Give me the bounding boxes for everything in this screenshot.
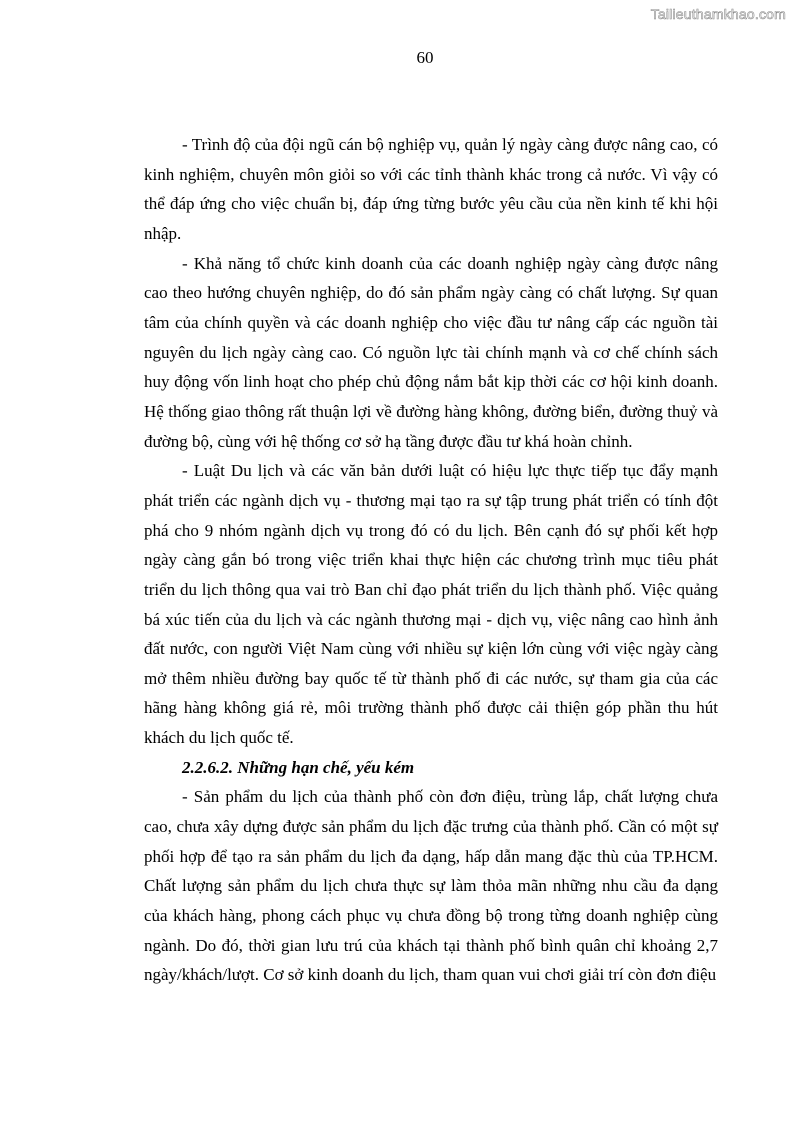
paragraph-product-limitations: - Sản phẩm du lịch của thành phố còn đơn điệu, trùng lắp, chất lượng chưa cao, chưa xây dựng được sản phẩm du lịch đặc trưng của thành phố. Cần có một sự phối hợp để tạo ra sản phẩm du lịch đa dạng, hấp dẫn mang đặc thù của TP.HCM. Chất lượng sản phẩm du lịch chưa thực sự làm thỏa mãn những nhu cầu đa dạng của khách hàng, phong cách phục vụ chưa đồng bộ trong từng doanh nghiệp cùng ngành. Do đó, thời gian lưu trú của khách tại thành phố bình quân chỉ khoảng 2,7 ngày/khách/lượt. Cơ sở kinh doanh du lịch, tham quan vui chơi giải trí còn đơn điệu: [144, 787, 718, 985]
document-body: [144, 130, 718, 990]
section-heading: 2.2.6.2. Những hạn chế, yếu kém: [182, 757, 415, 777]
page-number: 60: [416, 48, 434, 67]
paragraph-business-capability: - Khả năng tổ chức kinh doanh của các doanh nghiệp ngày càng được nâng cao theo hướng chuyên nghiệp, do đó sản phẩm ngày càng có chất lượng. Sự quan tâm của chính quyền và các doanh nghiệp cho việc đầu tư nâng cấp các nguồn tài nguyên du lịch ngày càng cao. Có nguồn lực tài chính mạnh và cơ chế chính sách huy động vốn linh hoạt cho phép chủ động nắm bắt kịp thời các cơ hội kinh doanh. Hệ thống giao thông rất thuận lợi về đường hàng không, đường biển, đường thuỷ và đường bộ, cùng với hệ thống cơ sở hạ tầng được đầu tư khá hoàn chỉnh.: [144, 253, 718, 451]
paragraph-staff-qualification: - Trình độ của đội ngũ cán bộ nghiệp vụ, quản lý ngày càng được nâng cao, có kinh nghiệm, chuyên môn giỏi so với các tỉnh thành khác trong cả nước. Vì vậy có thể đáp ứng cho việc chuẩn bị, đáp ứng từng bước yêu cầu của nền kinh tế khi hội nhập.: [144, 135, 718, 243]
paragraph-tourism-law: - Luật Du lịch và các văn bản dưới luật có hiệu lực thực tiếp tục đẩy mạnh phát triển các ngành dịch vụ - thương mại tạo ra sự tập trung phát triển có tính đột phá cho 9 nhóm ngành dịch vụ trong đó có du lịch. Bên cạnh đó sự phối kết hợp ngày càng gắn bó trong việc triển khai thực hiện các chương trình mục tiêu phát triển du lịch thông qua vai trò Ban chỉ đạo phát triển du lịch thành phố. Việc quảng bá xúc tiến của du lịch và các ngành thương mại - dịch vụ, việc nâng cao hình ảnh đất nước, con người Việt Nam cùng với nhiều sự kiện lớn cùng với việc ngày càng mở thêm nhiều đường bay quốc tế từ thành phố đi các nước, sự tham gia của các hãng hàng không giá rẻ, môi trường thành phố được cải thiện góp phần thu hút khách du lịch quốc tế.: [144, 461, 718, 748]
watermark: Tailieuthamkhao.com: [650, 6, 786, 22]
